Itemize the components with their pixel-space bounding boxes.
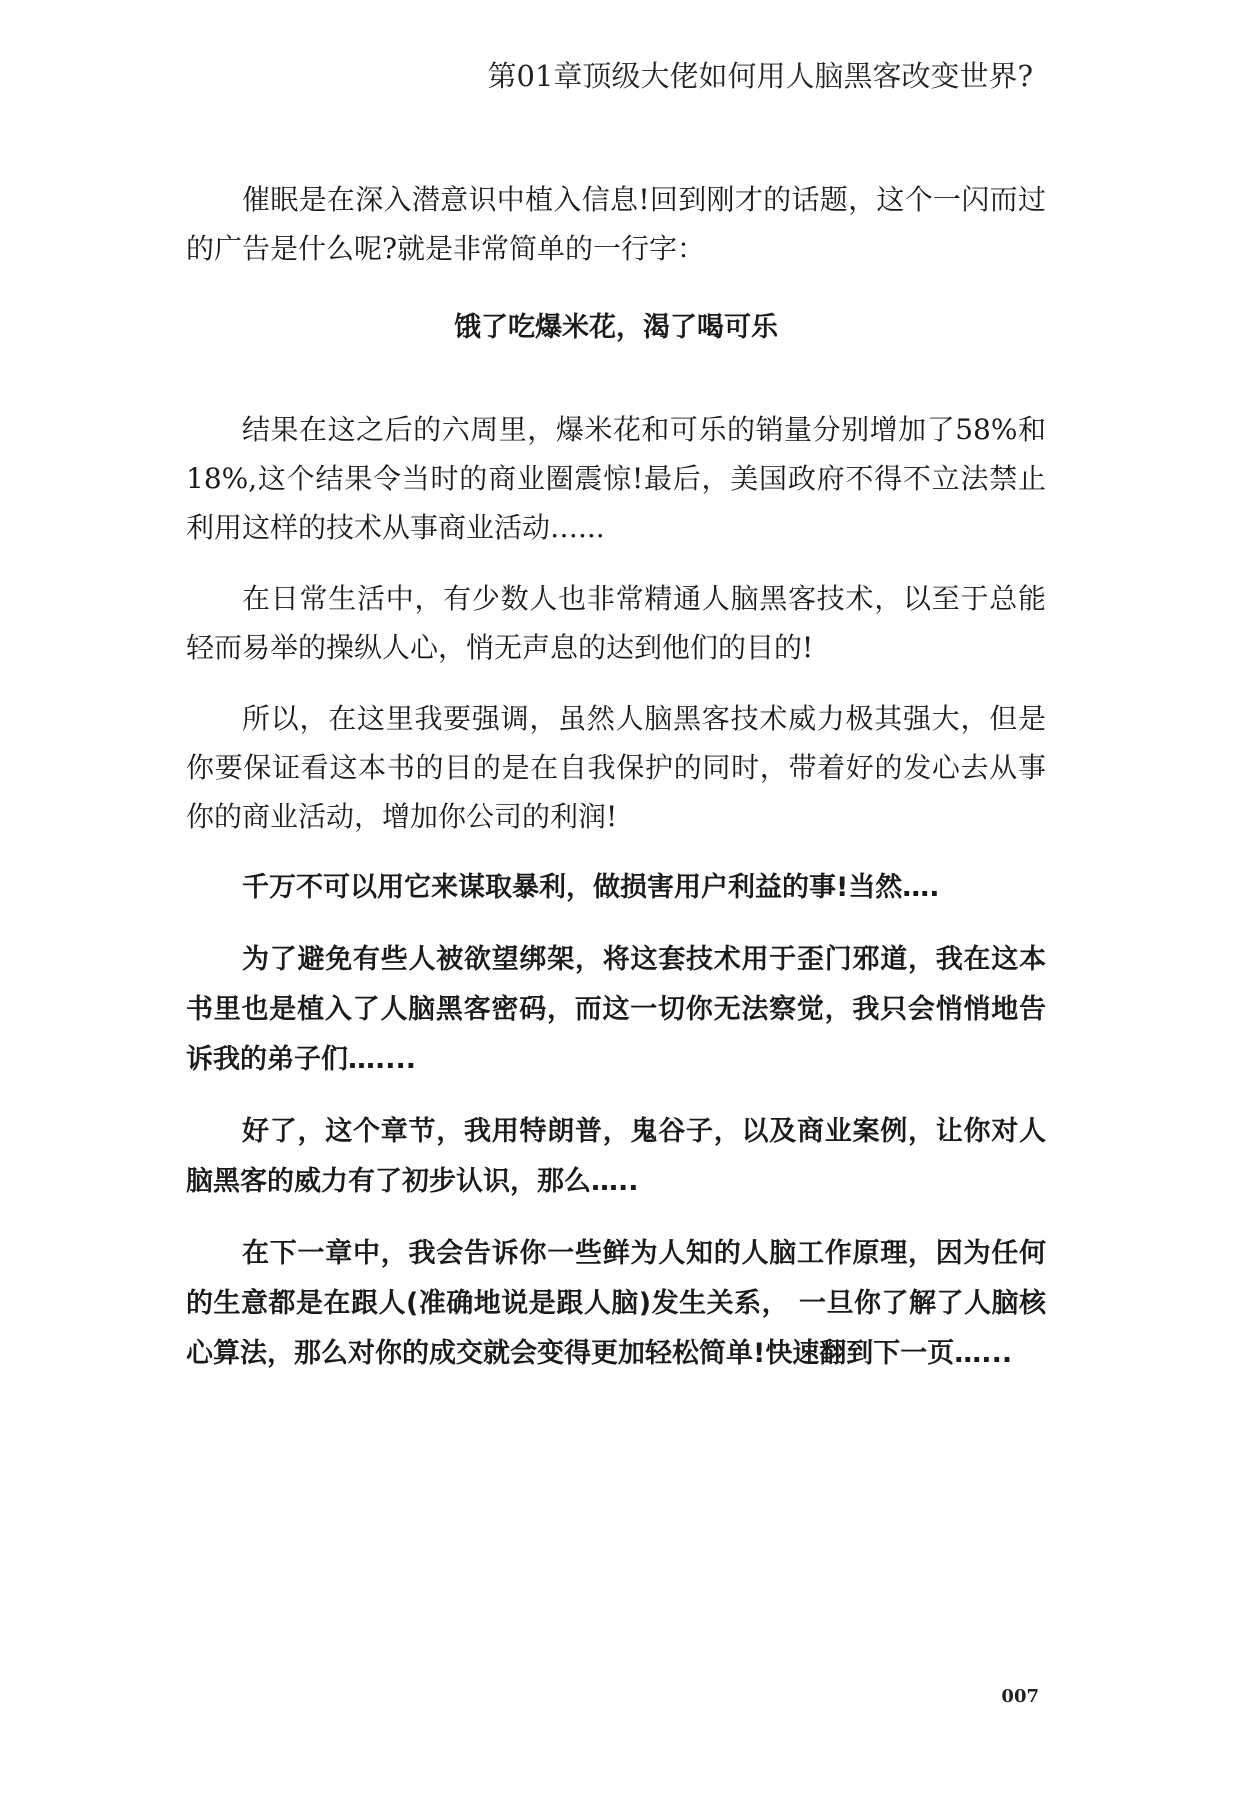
paragraph-warning: 千万不可以用它来谋取暴利，做损害用户利益的事!当然…. [242, 872, 940, 903]
paragraph-hypnosis: 催眠是在深入潜意识中植入信息!回到刚才的话题，这个一闪而过的广告是什么呢?就是非常简单的一行字： [186, 183, 1046, 265]
running-header: 第01章顶级大佬如何用人脑黑客改变世界? [487, 59, 1033, 93]
page-body [186, 175, 1046, 1401]
paragraph-daily-life: 在日常生活中，有少数人也非常精通人脑黑客技术，以至于总能轻而易举的操纵人心，悄无声息的达到他们的目的! [186, 582, 1046, 664]
paragraph-chapter-summary: 好了，这个章节，我用特朗普，鬼谷子，以及商业案例，让你对人脑黑客的威力有了初步认识，那么….. [186, 1116, 1046, 1197]
paragraph-hidden-code: 为了避免有些人被欲望绑架，将这套技术用于歪门邪道，我在这本书里也是植入了人脑黑客密码，而这一切你无法察觉，我只会悄悄地告诉我的弟子们….... [186, 944, 1046, 1075]
paragraph-next-chapter: 在下一章中，我会告诉你一些鲜为人知的人脑工作原理，因为任何的生意都是在跟人(准确地说是跟人脑)发生关系， 一旦你了解了人脑核心算法，那么对你的成交就会变得更加轻松简单!快速翻到下一页…... [186, 1238, 1046, 1369]
paragraph-sales-result: 结果在这之后的六周里，爆米花和可乐的销量分别增加了58%和18%,这个结果令当时的商业圈震惊!最后，美国政府不得不立法禁止利用这样的技术从事商业活动…... [186, 413, 1046, 544]
page-number: 007 [1001, 1686, 1039, 1707]
ad-slogan: 饿了吃爆米花，渴了喝可乐 [454, 312, 778, 343]
paragraph-emphasis: 所以，在这里我要强调，虽然人脑黑客技术威力极其强大，但是你要保证看这本书的目的是在自我保护的同时，带着好的发心去从事你的商业活动，增加你公司的利润! [186, 702, 1046, 833]
